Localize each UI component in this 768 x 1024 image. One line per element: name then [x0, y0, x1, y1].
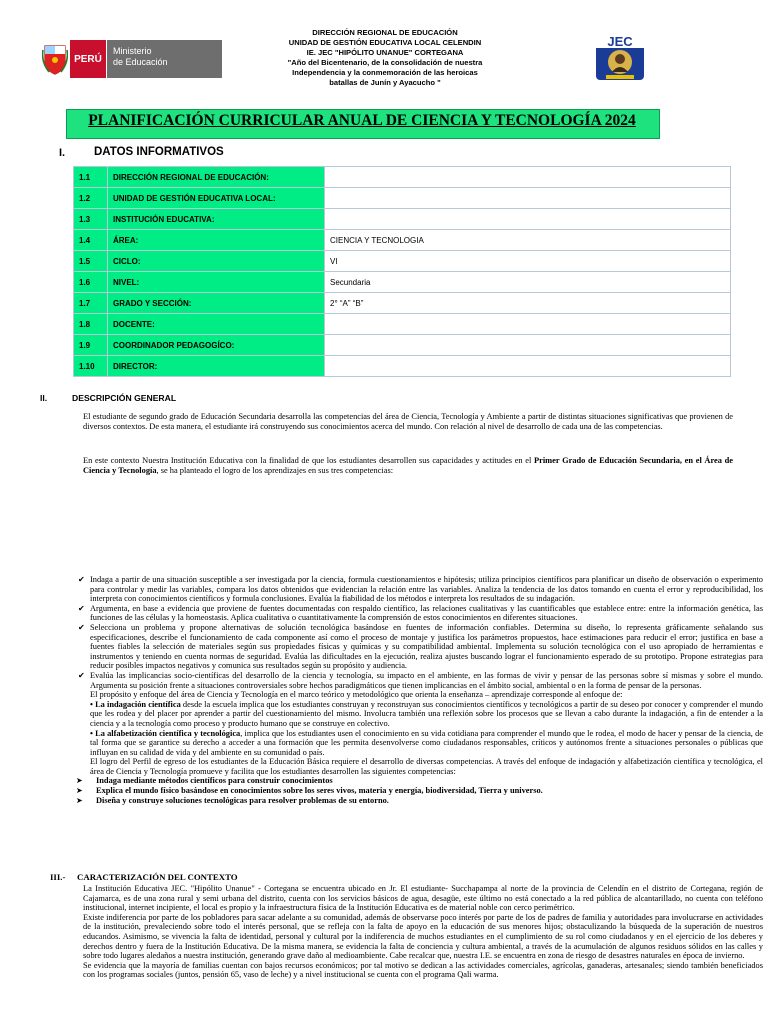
row-number: 1.6	[74, 272, 108, 293]
table-row	[74, 293, 731, 314]
arrow-bullet-icon: ➤	[76, 795, 83, 805]
enfoque-alfabetizacion: • La alfabetización científica y tecnológica, implica que los estudiantes usen el conocimiento en su vida cotidiana para comprender el mundo que le rodea, el modo de hacer y pensar de la ciencia, de tal forma que se garantice su derecho a acceder a una formación que les permita desenvolverse como ciudadanos responsables, críticos y autónomos frente a situaciones personales o públicas que influyan en su calidad de vida y del ambiente en su comunidad o país.	[90, 728, 763, 757]
peru-label: PERÚ	[70, 40, 106, 78]
row-number: 1.1	[74, 167, 108, 188]
row-label: ÁREA:	[108, 230, 325, 251]
row-number: 1.7	[74, 293, 108, 314]
section-2-title: DESCRIPCIÓN GENERAL	[72, 393, 177, 403]
page-title: PLANIFICACIÓN CURRICULAR ANUAL DE CIENCIA Y TECNOLOGÍA 2024	[88, 112, 636, 129]
section-3-title: CARACTERIZACIÓN DEL CONTEXTO	[77, 872, 238, 882]
table-row	[74, 314, 731, 335]
context-block	[83, 884, 763, 980]
svg-text:JEC: JEC	[607, 34, 633, 49]
row-number: 1.5	[74, 251, 108, 272]
description-paragraph-2: En este contexto Nuestra Institución Educativa con la finalidad de que los estudiantes desarrollen sus capacidades y actitudes en el Primer Grado de Educación Secundaria, en el Área de Ciencia y Tecnología, se ha planteado el logro de los aprendizajes en sus tres competencias:	[83, 456, 733, 475]
list-item: ✔ Indaga a partir de una situación susceptible a ser investigada por la ciencia, formula cuestionamientos e hipótesis; utiliza principios científicos para planificar un diseño de observación o experimento para controlar y medir las variables, compara los datos obtenidos que evidencian la relación entre las variables. Analiza la tendencia de los datos tomando en cuenta el error y reproducibilidad, los interpreta con conocimientos científicos y formula conclusiones. Evalúa la fiabilidad de los métodos e interpreta los resultados de su indagación.	[78, 575, 763, 604]
check-icon: ✔	[78, 603, 85, 613]
table-row	[74, 356, 731, 377]
section-3-number: III.-	[50, 872, 66, 882]
enfoque-indagacion: • La indagación científica desde la escuela implica que los estudiantes construyan y reconstruyan sus conocimientos científicos y tecnológicos a partir de su deseo por conocer y comprender el mundo que les rodea y del placer por aprender a partir del cuestionamiento del mismo. Involucra también una reflexión sobre los procesos que se llevan a cabo durante la indagación, a fin de entender a la ciencia y a la tecnología como proceso y producto humano que se construye en colectivo.	[90, 699, 763, 728]
row-value	[325, 356, 731, 377]
row-label: CICLO:	[108, 251, 325, 272]
row-value	[325, 188, 731, 209]
row-number: 1.2	[74, 188, 108, 209]
context-paragraph-2: Existe indiferencia por parte de los pobladores para sacar adelante a su comunidad, además de observarse poco interés por parte de los de padres de familia y autoridades para involucrarse en actividades de la institución, prevaleciendo sobre todo el interés personal, que se refleja con la falta de apoyo en la educación de sus menores hijos; obstaculizando la búsqueda de la superación de nuestros educandos. Asimismo, se vivencia la falta de identidad, personal y cultural por la indiferencia de muchos estudiantes en el cumplimiento de su rol como ciudadanos y en el ejercicio de los deberes y derechos dentro y fuera de la Institución Educativa. De la misma manera, se evidencia la falta de conciencia y cultura ambiental, a través de la acumulación de algunos residuos sólidos en las calles y sobre todo lugares aledaños a nuestra institución, generando grave daño al medioambiente. Cabe recalcar que, nuestra I.E. se encuentra en zona de riesgo de desastres naturales en época de invierno.	[83, 912, 763, 961]
enfoque-intro: El propósito y enfoque del área de Ciencia y Tecnología en el marco teórico y metodológico que orienta la enseñanza – aprendizaje corresponde al enfoque de:	[90, 690, 623, 700]
table-row	[74, 230, 731, 251]
row-number: 1.10	[74, 356, 108, 377]
row-label: DIRECCIÓN REGIONAL DE EDUCACIÓN:	[108, 167, 325, 188]
row-value: 2° “A” “B”	[325, 293, 731, 314]
table-row	[74, 335, 731, 356]
list-item: ✔ Selecciona un problema y propone alternativas de solución tecnológica basándose en fuentes de información confiables. Determina su diseño, lo representa gráficamente señalando sus especificaciones, describe el funcionamiento de cada componente así como el proceso de montaje y justifica los parámetros propuestos, hace estimaciones para reducir el error; justifica en base a fuentes fiables la selección de materiales según sus propiedades físicas y químicas y su compatibilidad ambiental. Implementa su solución tecnológica con el uso apropiado de herramientas e instrumentos y teniendo en cuenta normas de seguridad. Evalúa las dificultades en la ejecución, realiza ajustes buscando lograr el funcionamiento esperado de su prototipo. Propone estrategias para reducir posibles impactos negativos y comunica sus resultados según su propósito y audiencia.	[78, 622, 763, 671]
peru-minedu-logo	[40, 40, 222, 78]
datos-informativos-table	[73, 166, 731, 377]
row-value: Secundaria	[325, 272, 731, 293]
row-value: VI	[325, 251, 731, 272]
competency-check-list	[78, 575, 763, 805]
peru-shield-icon	[40, 40, 70, 78]
row-value: CIENCIA Y TECNOLOGIA	[325, 230, 731, 251]
row-number: 1.9	[74, 335, 108, 356]
description-paragraph-1: El estudiante de segundo grado de Educación Secundaria desarrolla las competencias del área de Ciencia, Tecnología y Ambiente a partir de distintas situaciones significativas que provienen de diversos contextos. De esta manera, el estudiante irá construyendo sus conocimientos acerca del mundo. Con relación al nivel de desarrollo de cada una de las competencias.	[83, 412, 733, 431]
row-value	[325, 209, 731, 230]
arrow-bullet-icon: ➤	[76, 776, 83, 786]
list-item: ➤ Explica el mundo físico basándose en conocimientos sobre los seres vivos, materia y energía, biodiversidad, Tierra y universo.	[76, 786, 543, 796]
row-label: INSTITUCIÓN EDUCATIVA:	[108, 209, 325, 230]
row-value	[325, 335, 731, 356]
perfil-paragraph: El logro del Perfil de egreso de los estudiantes de la Educación Básica requiere el desarrollo de diversas competencias. A través del enfoque de indagación y alfabetización científica y tecnológica, el área de Ciencia y Tecnología promueve y facilita que los estudiantes desarrollen las siguientes competencias:	[90, 757, 763, 776]
ministry-label: Ministerio de Educación	[106, 40, 222, 78]
table-row	[74, 167, 731, 188]
row-value	[325, 167, 731, 188]
list-item: ✔ Argumenta, en base a evidencia que proviene de fuentes documentadas con respaldo científico, las relaciones cualitativas y las cuantificables que establece entre: entre la información genética, las funciones de las células y la homeostasis. Aplica cualitativa o cuantitativamente la comprensión de estos conocimientos en diferentes situaciones.	[78, 603, 763, 623]
competencias-list	[76, 776, 763, 805]
row-label: DOCENTE:	[108, 314, 325, 335]
arrow-bullet-icon: ➤	[76, 786, 83, 796]
table-row	[74, 272, 731, 293]
table-row	[74, 251, 731, 272]
context-paragraph-3: Se evidencia que la mayoría de familias cuentan con bajos recursos económicos; por tal motivo se dedican a las actividades comerciales, agrícolas, ganaderas, artesanales; siendo también beneficiados con los programas sociales (juntos, pensión 65, vaso de leche) y a nivel institucional se cuenta con el programa Qali warma.	[83, 960, 763, 980]
check-icon: ✔	[78, 575, 85, 584]
header-institution-text: DIRECCIÓN REGIONAL DE EDUCACIÓN UNIDAD DE GESTIÓN EDUCATIVA LOCAL CELENDIN IE. JEC "HIPÓLITO UNANUE" CORTEGANA "Año del Bicentenario, de la consolidación de nuestra Independencia y la conmemoración de las heroicas batallas de Junín y Ayacucho "	[287, 28, 483, 87]
row-label: COORDINADOR PEDAGOGÍCO:	[108, 335, 325, 356]
section-2-number: II.	[40, 393, 48, 403]
row-number: 1.4	[74, 230, 108, 251]
list-item: ✔ Evalúa las implicancias socio-científicas del desarrollo de la ciencia y tecnología, su impacto en el ambiente, en las formas de vivir y pensar de las personas sobre sí mismas y sobre el mundo. Argumenta su posición frente a situaciones controversiales sobre hechos paradigmáticos que tienen implicancias en el ámbito social, ambiental o en la forma de pensar de la personas.	[78, 670, 763, 690]
table-row	[74, 209, 731, 230]
table-row	[74, 188, 731, 209]
enfoque-block	[78, 690, 763, 776]
check-icon: ✔	[78, 622, 85, 632]
context-paragraph-1: La Institución Educativa JEC. "Hipólito Unanue" - Cortegana se encuentra ubicado en Jr. El estudiante- Succhapampa al norte de la provincia de Celendín en el distrito de Cortegana, región de Cajamarca, es de una zona rural y semi urbana del distrito, cuenta con los servicios básicos de agua, desagüe, este último no está conectado a la red pública de alcantarillado, no cuenta con teléfono institucional, internet incipiente, el local es propio y la infraestructura física de la Institución Educativa es de material noble con cerco perimétrico.	[83, 884, 763, 913]
row-label: DIRECTOR:	[108, 356, 325, 377]
list-item: ➤ Indaga mediante métodos científicos para construir conocimientos	[76, 776, 333, 786]
row-number: 1.3	[74, 209, 108, 230]
row-label: UNIDAD DE GESTIÓN EDUCATIVA LOCAL:	[108, 188, 325, 209]
list-item: ➤ Diseña y construye soluciones tecnológicas para resolver problemas de su entorno.	[76, 795, 389, 805]
section-1-number: I.	[59, 147, 66, 159]
row-value	[325, 314, 731, 335]
section-1-title: DATOS INFORMATIVOS	[94, 146, 224, 158]
row-number: 1.8	[74, 314, 108, 335]
row-label: GRADO Y SECCIÓN:	[108, 293, 325, 314]
row-label: NIVEL:	[108, 272, 325, 293]
jec-emblem-icon	[592, 32, 648, 84]
check-icon: ✔	[78, 670, 85, 680]
